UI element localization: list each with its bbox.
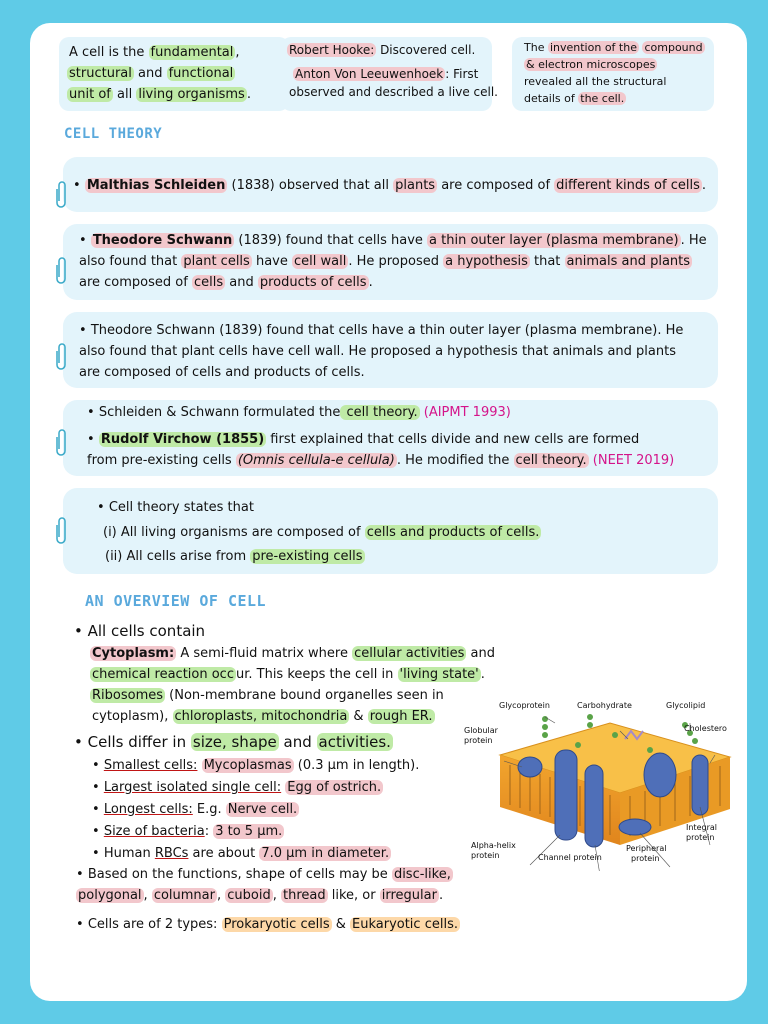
paperclip-icon [56,341,68,371]
schleiden-text: • Malthias Schleiden (1838) observed that all plants are composed of different kinds of cells . [73,178,706,193]
microscope-line-3: revealed all the structural [524,75,667,88]
label-carbohydrate: Carbohydrate [577,701,632,710]
virchow-line-1: • Schleiden & Schwann formulated the cell theory. (AIPMT 1993) [87,405,511,420]
chemical-line: chemical reaction occ ur. This keeps the cell in 'living state' . [92,667,485,682]
organelles-line: cytoplasm), chloroplasts, mitochondria & rough ER. [92,709,433,724]
schleiden-box [63,157,718,212]
bacteria-size-line: • Size of bacteria: 3 to 5 μm. [92,824,283,839]
study-page [30,23,747,1001]
statement-line-3: (ii) All cells arise from pre-existing cells [105,549,363,564]
ribosomes-line: Ribosomes (Non-membrane bound organelles seen in [92,688,444,703]
label-globular-protein-1: Globular [464,726,498,735]
longest-cells-line: • Longest cells: E.g. Nerve cell. [92,802,298,817]
definition-line-2: structural and functional [69,66,234,81]
paperclip-icon [56,179,68,209]
label-glycolipid: Glycolipid [666,701,706,710]
hooke-line: Robert Hooke: Discovered cell. [289,43,476,57]
paperclip-icon [56,515,68,545]
microscope-line-4: details of the cell. [524,92,625,105]
label-integral-protein-1: Integral [686,823,717,832]
virchow-box [63,400,718,476]
cell-definition-box [59,37,289,111]
paperclip-icon [56,255,68,285]
label-integral-protein-2: protein [686,833,715,842]
virchow-line-3: from pre-existing cells (Omnis cellula-e cellula) . He modified the cell theory. (NEET 2019) [87,453,675,468]
cell-theory-statement-box [63,488,718,574]
shape-types-line: polygonal , columnar , cuboid , thread like, or irregular . [78,888,444,903]
label-cholesterol: Cholestero [684,724,727,733]
overview-title: AN OVERVIEW OF CELL [85,592,267,610]
label-peripheral-protein-2: protein [631,854,660,863]
label-alpha-helix-1: Alpha-helix [471,841,516,850]
label-peripheral-protein-1: Peripheral [626,844,667,853]
rbc-size-line: • Human RBCs are about 7.0 μm in diameter. [92,846,390,861]
statement-line-2: (i) All living organisms are composed of cells and products of cells. [103,525,540,540]
schwann-plain-box [63,312,718,388]
cells-contain-heading: • All cells contain [74,622,206,640]
schwann-line-1: • Theodore Schwann (1839) found that cells have a thin outer layer (plasma membrane) . He [79,233,707,248]
label-alpha-helix-2: protein [471,851,500,860]
statement-line-1: • Cell theory states that [97,500,254,515]
microscope-box [512,37,714,111]
leeuwenhoek-line-2: observed and described a live cell. [289,85,498,99]
shape-line: • Based on the functions, shape of cells may be disc-like, [76,867,451,882]
paperclip-icon [56,427,68,457]
schwann-plain-line-3: are composed of cells and products of cells. [79,365,365,380]
schwann-line-2: also found that plant cells have cell wall . He proposed a hypothesis that animals and plants [79,254,691,269]
largest-cell-line: • Largest isolated single cell: Egg of ostrich. [92,780,382,795]
definition-line-1: A cell is the fundamental , [69,45,240,60]
cell-theory-title: CELL THEORY [64,126,163,142]
cells-differ-heading: • Cells differ in size, shape and activities. [74,733,391,751]
microscope-line-2: & electron microscopes [526,58,656,71]
definition-line-3: unit of all living organisms . [69,87,251,102]
label-globular-protein-2: protein [464,736,493,745]
discovery-box [281,37,498,111]
cytoplasm-line: Cytoplasm: A semi-fluid matrix where cellular activities and [92,646,495,661]
microscope-line-1: The invention of the compound [524,41,703,54]
cell-types-line: • Cells are of 2 types: Prokaryotic cells & Eukaryotic cells. [76,917,458,932]
virchow-line-2: • Rudolf Virchow (1855) first explained that cells divide and new cells are formed [87,432,640,447]
label-glycoprotein: Glycoprotein [499,701,550,710]
label-channel-protein: Channel protein [538,853,602,862]
schwann-plain-line-2: also found that plant cells have cell wall. He proposed a hypothesis that animals and plants [79,344,676,359]
smallest-cells-line: • Smallest cells: Mycoplasmas (0.3 μm in length). [92,758,420,773]
leeuwenhoek-line: Anton Von Leeuwenhoek : First [295,67,479,81]
schwann-box [63,224,718,300]
schwann-plain-line-1: • Theodore Schwann (1839) found that cells have a thin outer layer (plasma membrane). He [79,323,684,338]
schwann-line-3: are composed of cells and products of cells . [79,275,373,290]
